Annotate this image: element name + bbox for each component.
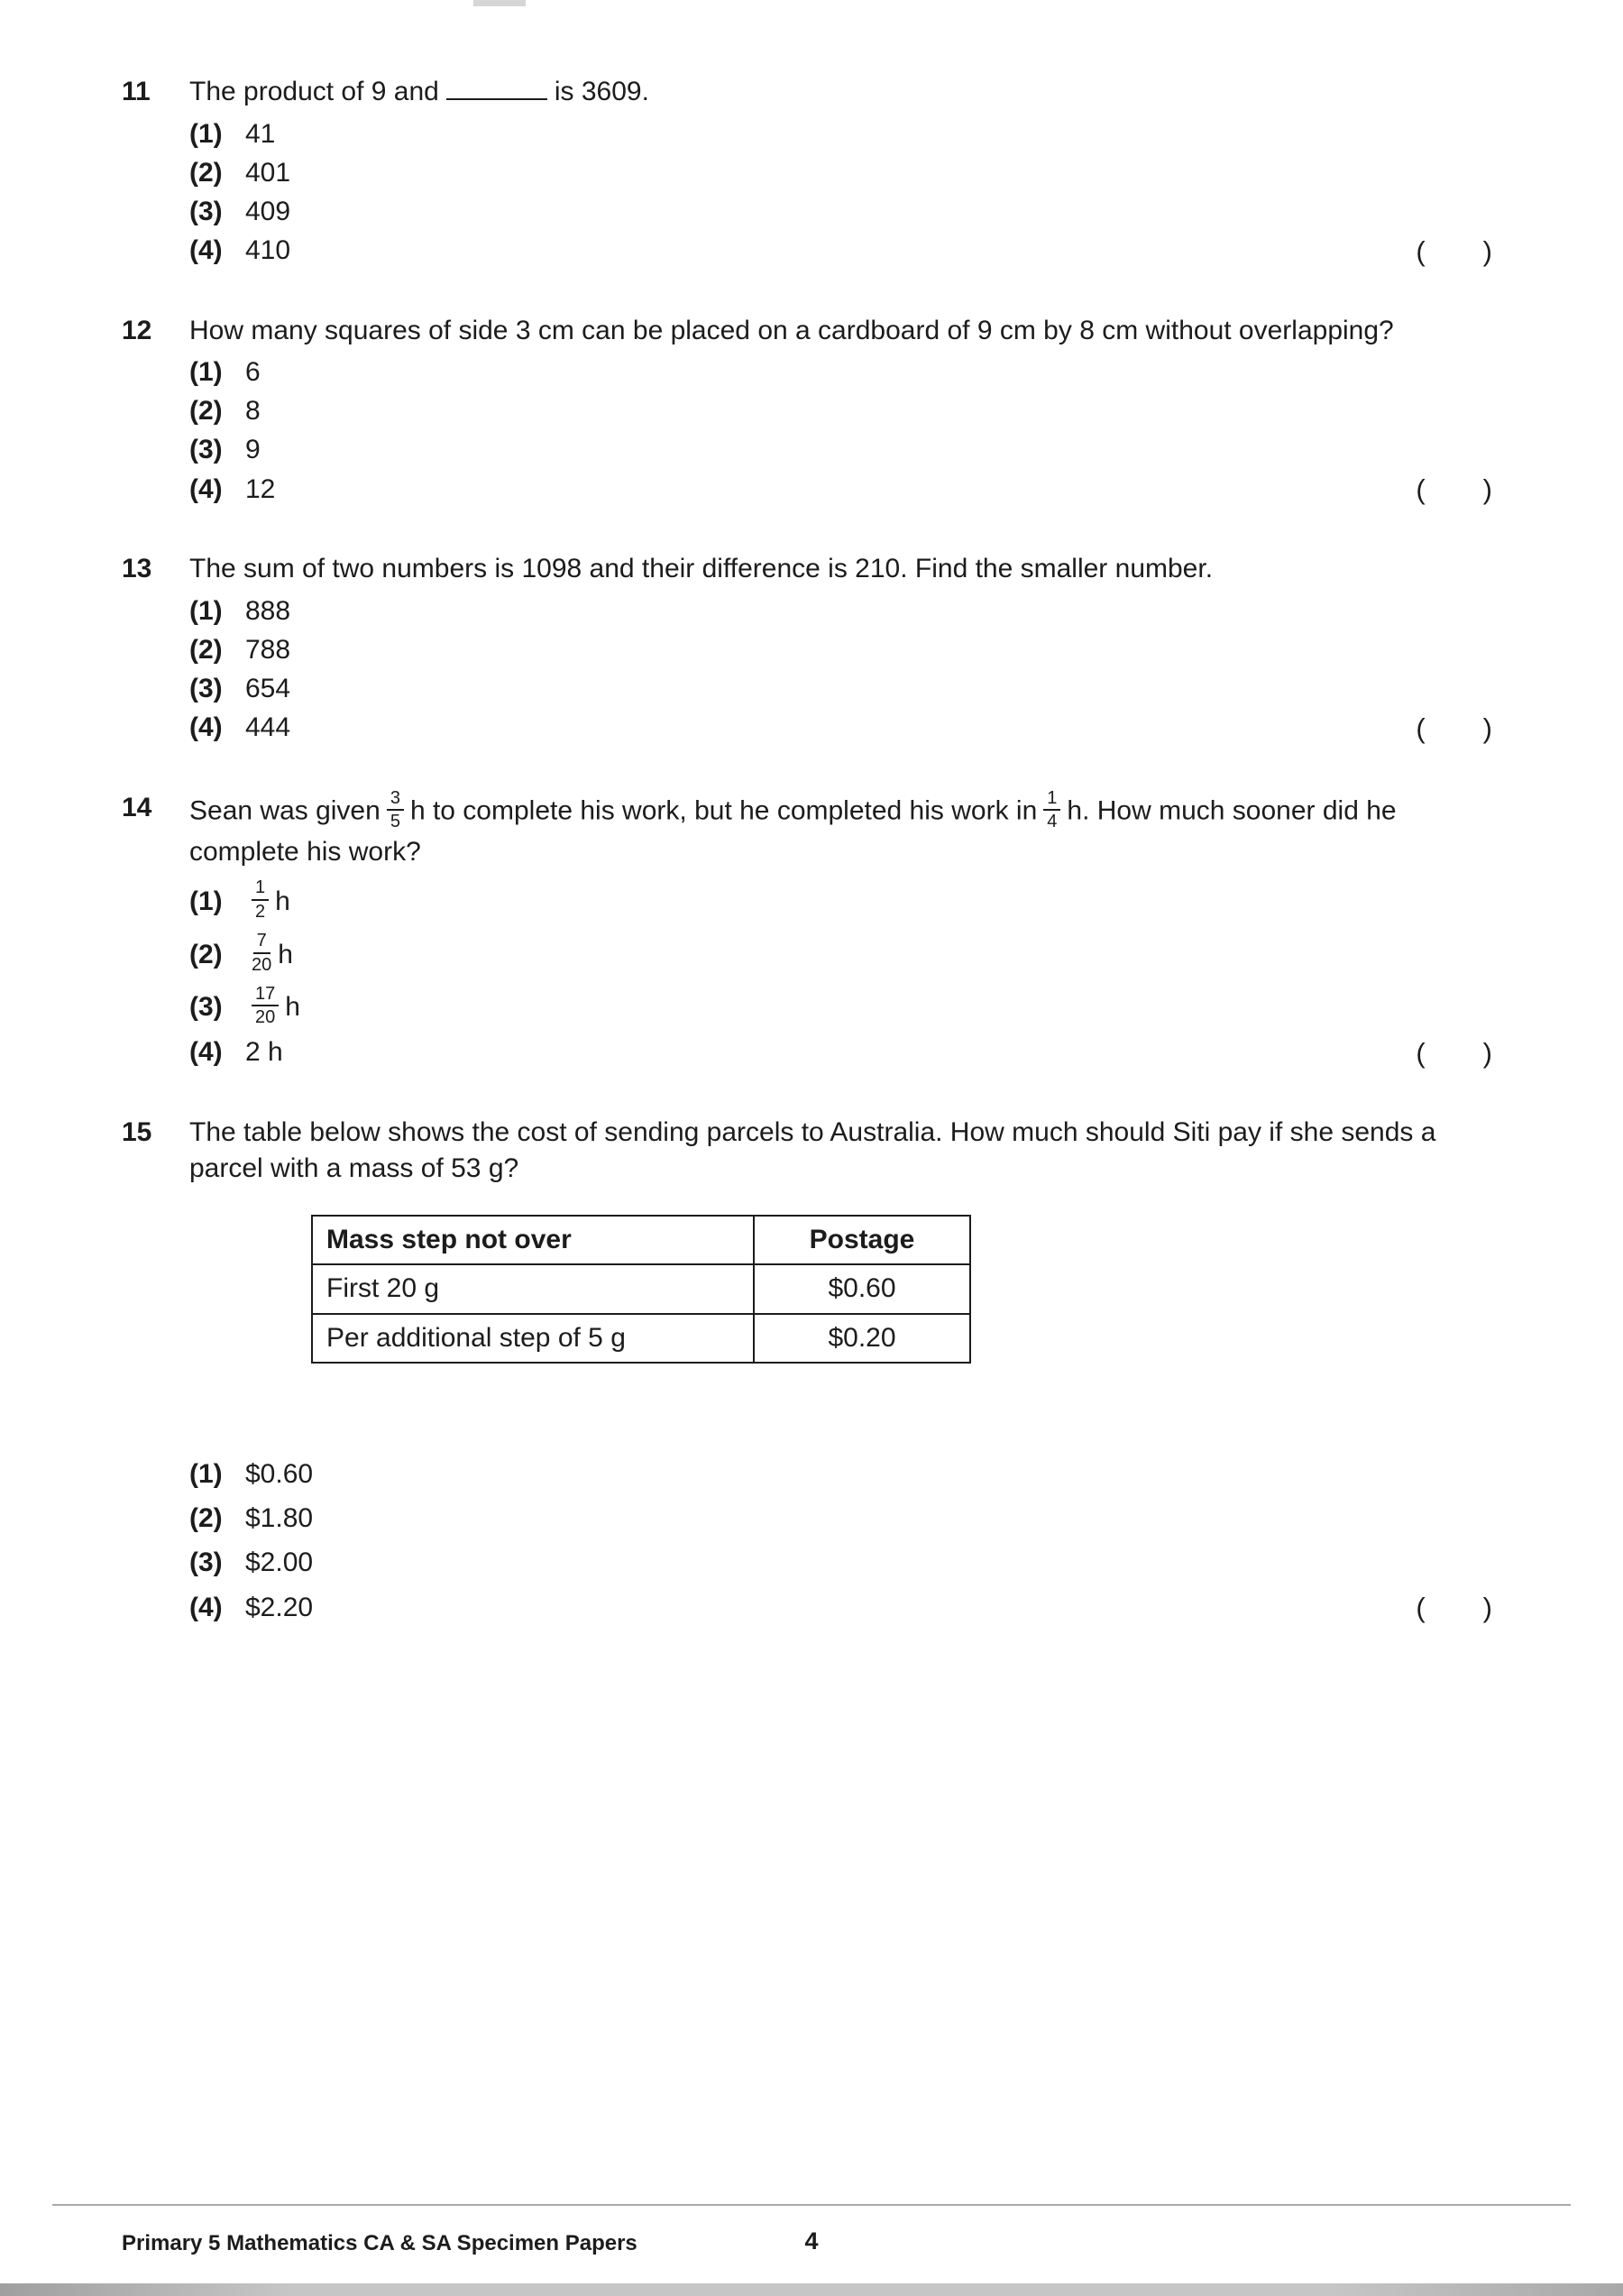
option-4: [189, 473, 1492, 506]
question-13: [122, 551, 1492, 745]
options-list: [189, 879, 1492, 1070]
answer-bracket: ( ): [1416, 234, 1492, 267]
fraction: $\frac{7}{20}$: [252, 931, 272, 975]
answer-blank-line: [446, 75, 547, 101]
option-value: 41: [245, 118, 276, 149]
table-cell: $0.60: [754, 1264, 970, 1314]
options-list: [189, 1458, 1492, 1624]
option-label: (2): [189, 396, 223, 427]
option-3: [189, 434, 1492, 466]
option-4: [189, 712, 1492, 745]
option-label: (2): [189, 157, 223, 188]
option-1: [189, 1458, 1492, 1491]
option-4: [189, 234, 1492, 268]
fraction: $\frac{1}{2}$: [252, 877, 269, 922]
question-number: 14: [122, 793, 152, 823]
option-value: $1.80: [245, 1503, 314, 1534]
table-cell: First 20 g: [312, 1264, 754, 1314]
option-value: 409: [245, 196, 291, 226]
option-label: (3): [189, 196, 223, 226]
option-2: [189, 634, 1492, 666]
option-value: 401: [245, 157, 291, 188]
option-label: (1): [189, 118, 223, 149]
option-2: [189, 157, 1492, 189]
option-label: (4): [189, 1592, 223, 1622]
answer-bracket: ( ): [1416, 473, 1492, 506]
question-text: The sum of two numbers is 1098 and their difference is 210. Find the smaller number.: [189, 554, 1214, 584]
option-value: 788: [245, 634, 291, 665]
table-header-mass: Mass step not over: [312, 1216, 754, 1265]
option-label: (1): [189, 1459, 223, 1490]
table-header-postage: Postage: [754, 1216, 970, 1265]
option-label: (4): [189, 473, 223, 504]
option-value: $2.20: [245, 1592, 314, 1622]
table-header-row: [312, 1216, 970, 1265]
footer-divider: [52, 2204, 1571, 2206]
question-number: 13: [122, 554, 152, 584]
option-label: (3): [189, 1548, 223, 1578]
question-text: The table below shows the cost of sending parcels to Australia. How much should Siti pay if she sends a parcel with a mass of 53 g?: [189, 1116, 1436, 1184]
option-label: (4): [189, 712, 223, 743]
option-value: 410: [245, 235, 291, 266]
question-text: How many squares of side 3 cm can be placed on a cardboard of 9 cm by 8 cm without overlapping?: [189, 315, 1394, 345]
fraction: $\frac{1}{4}$: [1043, 788, 1060, 832]
question-text: The product of 9 and is 3609.: [189, 74, 1492, 111]
question-11: [122, 74, 1492, 268]
option-value: 654: [245, 673, 291, 703]
postage-table: [311, 1215, 971, 1364]
option-value: 9: [245, 435, 261, 465]
option-label: (1): [189, 886, 223, 916]
option-label: (3): [189, 435, 223, 465]
option-3: [189, 983, 1492, 1030]
option-value: $\frac{7}{20}$ h: [252, 931, 293, 975]
fraction: $\frac{3}{5}$: [387, 788, 404, 832]
option-4: [189, 1591, 1492, 1624]
options-list: [189, 595, 1492, 745]
option-label: (4): [189, 1037, 223, 1068]
option-3: [189, 673, 1492, 705]
page-footer: [0, 2227, 1623, 2258]
option-label: (2): [189, 634, 223, 665]
option-2: [189, 1502, 1492, 1535]
option-2: [189, 932, 1492, 977]
table-cell: Per additional step of 5 g: [312, 1314, 754, 1364]
option-label: (4): [189, 235, 223, 266]
option-value: 6: [245, 357, 261, 388]
options-list: [189, 356, 1492, 506]
option-value: $0.60: [245, 1459, 314, 1490]
option-value: $2.00: [245, 1548, 314, 1578]
option-label: (1): [189, 357, 223, 388]
page-number: 4: [804, 2227, 819, 2255]
option-label: (1): [189, 595, 223, 626]
question-text: Sean was given $\frac{3}{5}$ h to complete his work, but he completed his work in $\frac{1}{4}$ h. How much sooner did he complete his work?: [189, 788, 1397, 867]
option-value: $\frac{1}{2}$ h: [245, 879, 290, 923]
fraction: $\frac{17}{20}$: [252, 984, 279, 1028]
question-number: 12: [122, 315, 152, 345]
option-value: 888: [245, 595, 291, 626]
answer-bracket: ( ): [1416, 1036, 1492, 1069]
option-1: [189, 879, 1492, 923]
option-label: (3): [189, 673, 223, 703]
question-15: [122, 1115, 1492, 1625]
option-3: [189, 196, 1492, 228]
option-value: 2 h: [245, 1037, 283, 1068]
option-1: [189, 118, 1492, 151]
scan-artifact-mark: [473, 0, 526, 6]
option-value: 444: [245, 712, 291, 743]
option-label: (3): [189, 992, 223, 1023]
option-4: [189, 1036, 1492, 1070]
question-12: [122, 313, 1492, 507]
option-label: (2): [189, 939, 223, 969]
footer-title: Primary 5 Mathematics CA & SA Specimen Papers: [122, 2231, 637, 2255]
option-value: $\frac{17}{20}$ h: [245, 986, 300, 1030]
option-value: 12: [245, 473, 276, 504]
question-14: [122, 790, 1492, 1070]
table-cell: $0.20: [754, 1314, 970, 1364]
scan-edge-strip: [0, 2283, 1623, 2296]
answer-bracket: ( ): [1416, 1592, 1492, 1624]
option-1: [189, 595, 1492, 628]
option-value: 8: [245, 396, 261, 427]
question-number: 15: [122, 1116, 152, 1147]
table-row: [312, 1314, 970, 1364]
question-number: 11: [122, 77, 151, 106]
option-2: [189, 395, 1492, 427]
table-row: [312, 1264, 970, 1314]
answer-bracket: ( ): [1416, 712, 1492, 744]
option-3: [189, 1547, 1492, 1579]
option-label: (2): [189, 1503, 223, 1534]
options-list: [189, 118, 1492, 268]
option-1: [189, 356, 1492, 389]
